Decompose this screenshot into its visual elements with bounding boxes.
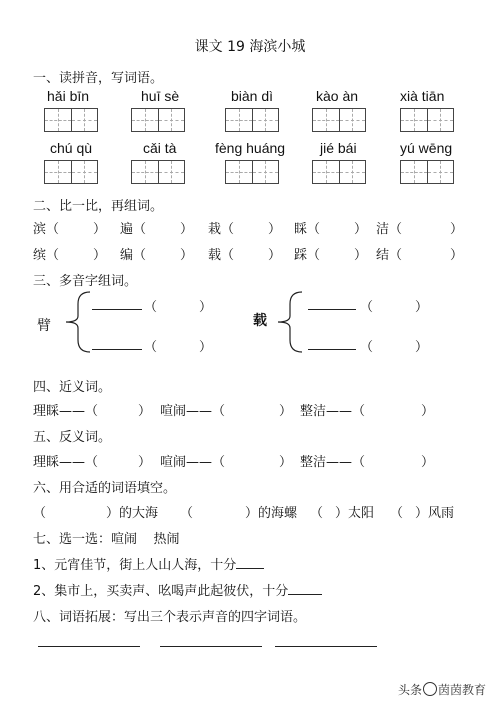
compare-char: 缤: [33, 248, 47, 263]
compare-row: 滨（ ）: [33, 222, 107, 237]
compare-row: 遍（ ）: [120, 222, 194, 237]
compare-row: 踩（ ）: [294, 248, 368, 263]
writing-grid[interactable]: [44, 160, 98, 184]
pinyin-label: hǎi bīn: [47, 88, 90, 104]
answer-parens[interactable]: （ ）: [360, 300, 429, 315]
answer-parens[interactable]: （ ）: [144, 300, 213, 315]
answer-blank[interactable]: [236, 555, 264, 569]
writing-grid[interactable]: [131, 160, 185, 184]
answer-line[interactable]: [92, 309, 142, 310]
brace-icon: [62, 290, 92, 354]
brace-icon: [274, 290, 304, 354]
writing-grid[interactable]: [131, 108, 185, 132]
answer-parens[interactable]: （ ）: [360, 340, 429, 355]
compare-char: 载: [208, 248, 222, 263]
watermark: 头条 茵茵教育: [397, 683, 486, 697]
answer-line[interactable]: [308, 349, 356, 350]
choose-item: 2、集市上，买卖声、吆喝声此起彼伏，十分: [33, 580, 322, 599]
pinyin-label: yú wēng: [400, 140, 453, 156]
compare-row: 结（ ）: [376, 248, 464, 263]
fill-item: （ ）太阳: [310, 506, 375, 521]
pinyin-label: xià tiān: [400, 88, 445, 104]
writing-grid[interactable]: [312, 160, 366, 184]
answer-blank[interactable]: [288, 581, 322, 595]
pinyin-label: fèng huáng: [215, 140, 286, 156]
section-3-heading: 三、多音字组词。: [33, 274, 138, 289]
polyphone-char: 载: [253, 313, 267, 329]
antonym-item: 理睬——（ ）: [33, 455, 152, 470]
answer-line[interactable]: [38, 646, 140, 647]
writing-grid[interactable]: [312, 108, 366, 132]
at-icon: [423, 682, 437, 696]
antonym-item: 喧闹——（ ）: [160, 455, 293, 470]
section-1-heading: 一、读拼音，写词语。: [33, 71, 164, 86]
compare-row: 载（ ）: [208, 248, 282, 263]
compare-row: 睬（ ）: [294, 222, 368, 237]
antonym-item: 整洁——（ ）: [300, 455, 435, 470]
answer-line[interactable]: [308, 309, 356, 310]
compare-row: 洁（ ）: [376, 222, 464, 237]
writing-grid[interactable]: [225, 108, 279, 132]
choose-item: 1、元宵佳节，街上人山人海，十分: [33, 554, 264, 573]
fill-item: （ ）风雨: [390, 506, 455, 521]
section-5-heading: 五、反义词。: [33, 430, 112, 445]
pinyin-label: jié bái: [320, 140, 357, 156]
writing-grid[interactable]: [400, 108, 454, 132]
compare-row: 编（ ）: [120, 248, 194, 263]
synonym-item: 喧闹——（ ）: [160, 404, 293, 419]
section-7-heading: 七、选一选：喧闹 热闹: [33, 532, 180, 547]
answer-line[interactable]: [160, 646, 262, 647]
answer-line[interactable]: [92, 349, 142, 350]
pinyin-label: cǎi tà: [143, 140, 177, 156]
synonym-item: 整洁——（ ）: [300, 404, 435, 419]
page-title: 课文 19 海滨小城: [194, 39, 306, 55]
compare-char: 栽: [208, 222, 222, 237]
compare-row: 栽（ ）: [208, 222, 282, 237]
pinyin-label: huī sè: [141, 88, 180, 104]
synonym-item: 理睬——（ ）: [33, 404, 152, 419]
compare-char: 睬: [294, 222, 308, 237]
writing-grid[interactable]: [225, 160, 279, 184]
section-6-heading: 六、用合适的词语填空。: [33, 481, 177, 496]
writing-grid[interactable]: [400, 160, 454, 184]
section-8-heading: 八、词语拓展：写出三个表示声音的四字词语。: [33, 610, 307, 625]
compare-char: 踩: [294, 248, 308, 263]
writing-grid[interactable]: [44, 108, 98, 132]
compare-row: 缤（ ）: [33, 248, 107, 263]
compare-char: 遍: [120, 222, 134, 237]
polyphone-char: 臂: [37, 318, 51, 334]
pinyin-label: kào àn: [316, 88, 359, 104]
compare-char: 洁: [376, 222, 390, 237]
answer-parens[interactable]: （ ）: [144, 340, 213, 355]
compare-char: 滨: [33, 222, 47, 237]
pinyin-label: chú qù: [50, 140, 93, 156]
compare-char: 编: [120, 248, 134, 263]
fill-item: （ ）的大海: [33, 506, 159, 521]
compare-char: 结: [376, 248, 390, 263]
section-4-heading: 四、近义词。: [33, 380, 112, 395]
fill-item: （ ）的海螺: [180, 506, 298, 521]
pinyin-label: biàn dì: [231, 88, 274, 104]
section-2-heading: 二、比一比，再组词。: [33, 199, 164, 214]
answer-line[interactable]: [275, 646, 377, 647]
